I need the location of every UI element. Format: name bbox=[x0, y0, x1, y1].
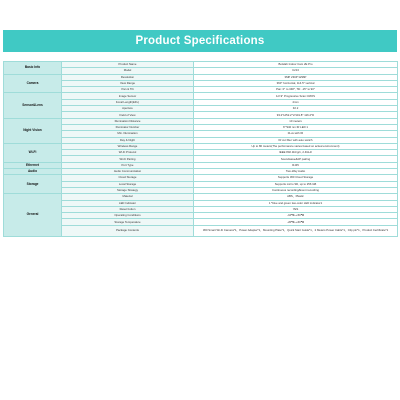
category-cell: Basic Info bbox=[4, 62, 62, 75]
spec-value: Pan: 0° to 348°, Tilt: -15° to 90° bbox=[194, 87, 398, 93]
spec-value: 360 Smart Wi-Fi Camera*1、Power Adapter*1、Mounting Plate*1、Quick Start Guide*1、2 Meters Power Cable*1、Clip pin*1、Product Certificate*1 bbox=[194, 225, 398, 236]
spec-value: -20℃~+60℃ bbox=[194, 219, 398, 225]
spec-label: Image Sensor bbox=[62, 93, 194, 99]
spec-value: Supports micro SD, up to 256 GB bbox=[194, 181, 398, 187]
spec-label: Resolution bbox=[62, 74, 194, 80]
spec-value: C213 bbox=[194, 68, 398, 74]
spec-label: Port Type bbox=[62, 162, 194, 168]
spec-value: 3MP 2304*1296P bbox=[194, 74, 398, 80]
spec-value: Continuous recording/Event recording bbox=[194, 187, 398, 193]
spec-label: Material bbox=[62, 194, 194, 200]
spec-value: 8 *940 nm IR LED 1 bbox=[194, 124, 398, 130]
category-cell: Ethernet bbox=[4, 162, 62, 168]
spec-table-body bbox=[4, 62, 398, 237]
spec-value: Soundwave&AP pairing bbox=[194, 156, 398, 162]
spec-table bbox=[3, 61, 398, 237]
spec-sheet bbox=[3, 30, 397, 237]
category-cell: General bbox=[4, 194, 62, 236]
spec-label: Storage Temperature bbox=[62, 219, 194, 225]
spec-label: Field of View bbox=[62, 112, 194, 118]
category-cell: Audio bbox=[4, 169, 62, 175]
spec-label: Operating Conditions bbox=[62, 213, 194, 219]
spec-value: 360° horizontal, 114.5° vertical bbox=[194, 80, 398, 86]
spec-label: Package Contents bbox=[62, 225, 194, 236]
spec-label: Pan & Tilt bbox=[62, 87, 194, 93]
spec-label: Min. Illumination bbox=[62, 131, 194, 137]
spec-label: Wireless Range bbox=[62, 143, 194, 149]
spec-label: Focal Length(EFL) bbox=[62, 99, 194, 105]
spec-value: 1/2.9" Progressive Scan CMOS bbox=[194, 93, 398, 99]
category-cell: Camera bbox=[4, 74, 62, 93]
spec-value: 0Lux with IR bbox=[194, 131, 398, 137]
spec-value: Up to 80 meters(The performance varies based on actual environment) bbox=[194, 143, 398, 149]
spec-value: RJ45 bbox=[194, 162, 398, 168]
spec-value: 10 meters bbox=[194, 118, 398, 124]
spec-label: Illuminator Number bbox=[62, 124, 194, 130]
spec-value: Botslab Indoor Cam 2E Pro bbox=[194, 62, 398, 68]
spec-value: IR cut filter with auto switch bbox=[194, 137, 398, 143]
spec-label: Day & Night bbox=[62, 137, 194, 143]
spec-value: YES bbox=[194, 206, 398, 212]
spec-label: Wi-Fi Protocol bbox=[62, 150, 194, 156]
spec-label: Wi-Fi Pairing bbox=[62, 156, 194, 162]
page-title: Product Specifications bbox=[3, 30, 397, 52]
spec-label: Storage Strategy bbox=[62, 187, 194, 193]
spec-value: Two-Way Audio bbox=[194, 169, 398, 175]
category-cell: Sensor&Lens bbox=[4, 93, 62, 118]
category-cell: Storage bbox=[4, 175, 62, 194]
spec-value: 4mm bbox=[194, 99, 398, 105]
spec-value: Supports 360 Cloud Storage bbox=[194, 175, 398, 181]
spec-label: Local Storage bbox=[62, 181, 194, 187]
spec-label: Aperture bbox=[62, 106, 194, 112]
spec-value: 93.2°H/52.2°V/101.8° 116.2°D bbox=[194, 112, 398, 118]
spec-label: Product Name bbox=[62, 62, 194, 68]
category-cell: Wi-Fi bbox=[4, 143, 62, 162]
category-cell: Night Vision bbox=[4, 118, 62, 143]
spec-row bbox=[4, 225, 398, 236]
spec-value: ABS、Plastic bbox=[194, 194, 398, 200]
spec-label: Cloud Storage bbox=[62, 175, 194, 181]
spec-label: View Range bbox=[62, 80, 194, 86]
spec-label: LED Indicator bbox=[62, 200, 194, 206]
spec-value: -10℃~+50℃ bbox=[194, 213, 398, 219]
spec-value: 1 *blue and green two-color LED indicator1 bbox=[194, 200, 398, 206]
spec-label: Reset button bbox=[62, 206, 194, 212]
spec-label: Audio Communication bbox=[62, 169, 194, 175]
spec-label: Model bbox=[62, 68, 194, 74]
spec-value: IEEE 802.11b/g/n, 2.4GHz bbox=[194, 150, 398, 156]
spec-value: F2.2 bbox=[194, 106, 398, 112]
spec-label: Illumination Distance bbox=[62, 118, 194, 124]
